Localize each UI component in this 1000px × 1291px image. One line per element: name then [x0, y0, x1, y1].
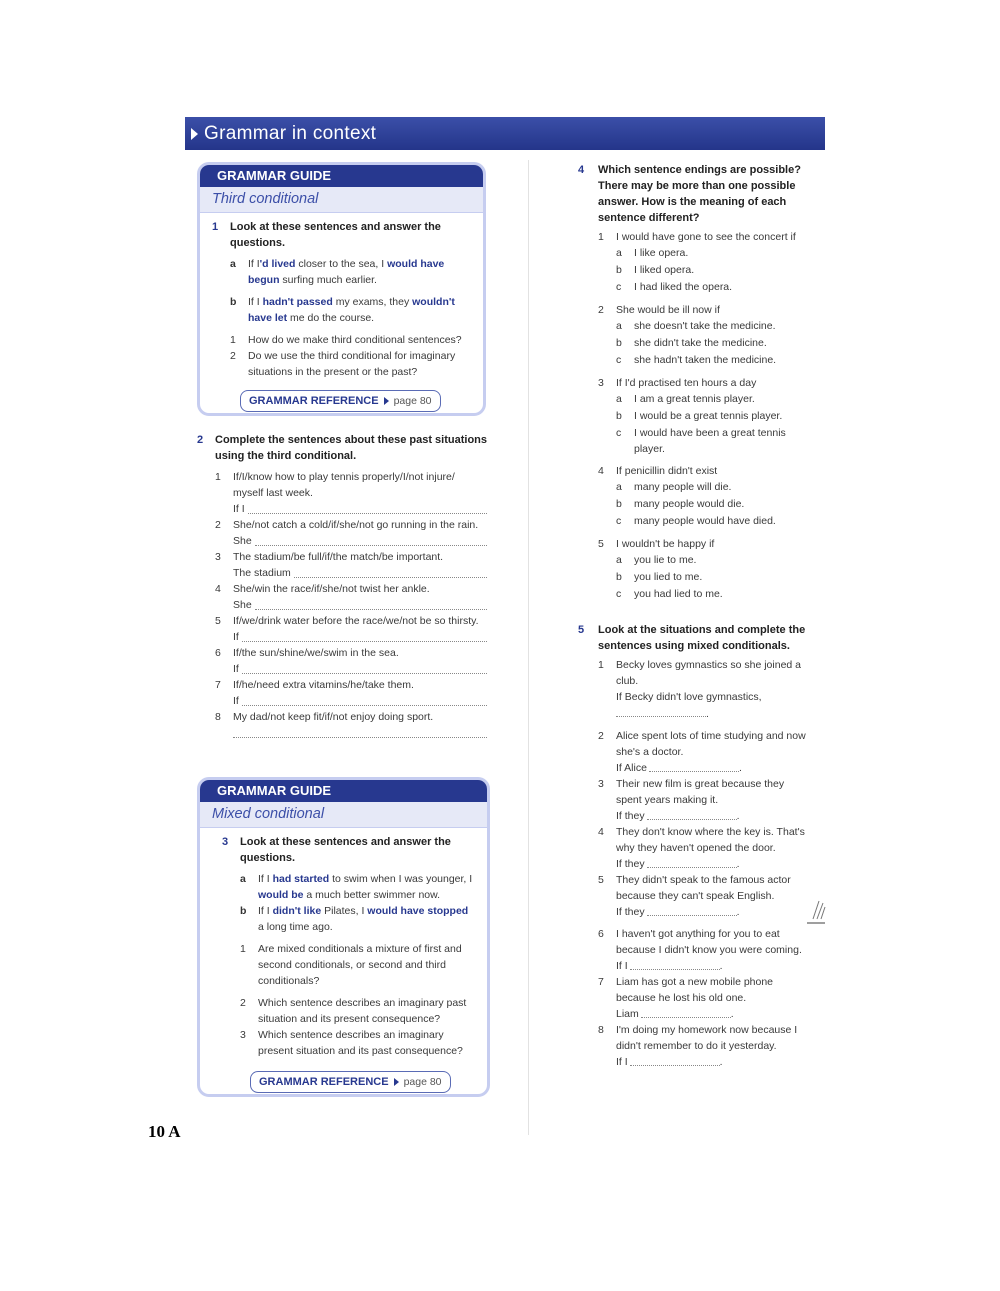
grammar-guide-mixed-conditional: [197, 777, 490, 1097]
exercise-item: 3 Their new film is great because they spent years making it.: [598, 778, 785, 806]
answer-line[interactable]: She: [215, 533, 487, 549]
exercise-item: 1 If/I/know how to play tennis properly/I/not injure/ myself last week.: [215, 471, 455, 499]
column-divider: [528, 160, 529, 1135]
example-sentence-b: b If I hadn't passed my exams, they wouldn't have let me do the course.: [230, 296, 455, 324]
exercise-item: 5 I wouldn't be happy if: [598, 538, 715, 550]
exercise-instruction: 5 Look at the situations and complete the sentences using mixed conditionals.: [578, 624, 806, 652]
answer-line[interactable]: She: [215, 597, 487, 613]
answer-line[interactable]: If: [215, 661, 487, 677]
exercise-item: 7 If/he/need extra vitamins/he/take them.: [215, 679, 414, 691]
example-sentence-b: b If I didn't like Pilates, I would have stopped a long time ago.: [240, 905, 469, 933]
guide-question: 3 Look at these sentences and answer the questions.: [222, 836, 451, 864]
section-banner: [185, 117, 825, 150]
exercise-instruction: 2 Complete the sentences about these past situations using the third conditional.: [197, 434, 488, 462]
exercise-item: 1 Becky loves gymnastics so she joined a club.: [598, 659, 802, 687]
grammar-reference-link[interactable]: GRAMMAR REFERENCE page 80: [250, 1071, 451, 1093]
answer-line[interactable]: If: [215, 629, 487, 645]
guide-question: 1 Look at these sentences and answer the questions.: [212, 221, 441, 249]
exercise-item: 5 If/we/drink water before the race/we/not be so thirsty.: [215, 615, 479, 627]
option: b many people would die.: [616, 498, 745, 510]
guide-subquestion: 2 Which sentence describes an imaginary past situation and its present consequence?: [240, 997, 467, 1025]
option: c many people would have died.: [616, 515, 776, 527]
guide-subtitle: Third conditional: [200, 187, 483, 213]
answer-line[interactable]: If I .: [616, 960, 723, 972]
exercise-item: 6 I haven't got anything for you to eat because I didn't know you were coming.: [598, 928, 802, 956]
exercise-item: 8 My dad/not keep fit/if/not enjoy doing sport.: [215, 711, 434, 723]
arrow-right-icon: [394, 1078, 399, 1086]
page-label: 10 A: [148, 1122, 181, 1141]
option: b I liked opera.: [616, 264, 695, 276]
exercise-instruction: 4 Which sentence endings are possible? There may be more than one possible answer. How is the meaning of each sentence different?: [578, 164, 801, 224]
answer-line[interactable]: Liam .: [616, 1008, 734, 1020]
option: b she didn't take the medicine.: [616, 337, 767, 349]
margin-scribble-icon: [803, 895, 829, 929]
answer-line[interactable]: If they .: [616, 858, 740, 870]
guide-label: GRAMMAR GUIDE: [200, 165, 483, 187]
option: a you lie to me.: [616, 554, 697, 566]
option: a she doesn't take the medicine.: [616, 320, 776, 332]
option: b I would be a great tennis player.: [616, 410, 783, 422]
exercise-item: 4 They don't know where the key is. That's why they haven't opened the door.: [598, 826, 805, 854]
exercise-item: 3 If I'd practised ten hours a day: [598, 377, 757, 389]
guide-label: GRAMMAR GUIDE: [200, 780, 487, 802]
exercise-item: 6 If/the sun/shine/we/swim in the sea.: [215, 647, 399, 659]
exercise-item: 4 If penicillin didn't exist: [598, 465, 718, 477]
exercise-item: 1 I would have gone to see the concert if: [598, 231, 796, 243]
exercise-item: 3 The stadium/be full/if/the match/be important.: [215, 551, 444, 563]
answer-line[interactable]: [215, 725, 487, 740]
answer-line[interactable]: If Becky didn't love gymnastics, .: [616, 691, 762, 720]
option: c I would have been a great tennis player.: [616, 427, 786, 455]
answer-line[interactable]: If: [215, 693, 487, 709]
guide-subquestion: 2 Do we use the third conditional for imaginary situations in the present or the past?: [230, 350, 456, 378]
guide-subquestion: 3 Which sentence describes an imaginary present situation and its past consequence?: [240, 1029, 463, 1057]
answer-line[interactable]: If I: [215, 501, 487, 517]
exercise-4: [578, 162, 810, 603]
answer-line[interactable]: If they .: [616, 810, 740, 822]
exercise-item: 2 She would be ill now if: [598, 304, 720, 316]
grammar-reference-link[interactable]: GRAMMAR REFERENCE page 80: [240, 390, 441, 412]
option: c I had liked the opera.: [616, 281, 733, 293]
exercise-item: 4 She/win the race/if/she/not twist her ankle.: [215, 583, 430, 595]
play-arrow-icon: [191, 128, 198, 140]
answer-line[interactable]: If Alice .: [616, 762, 742, 774]
answer-line[interactable]: If they .: [616, 906, 740, 918]
exercise-item: 7 Liam has got a new mobile phone because he lost his old one.: [598, 976, 774, 1004]
exercise-item: 5 They didn't speak to the famous actor because they can't speak English.: [598, 874, 791, 902]
grammar-guide-third-conditional: [197, 162, 486, 416]
option: a I like opera.: [616, 247, 689, 259]
exercise-item: 8 I'm doing my homework now because I didn't remember to do it yesterday.: [598, 1024, 798, 1052]
option: a I am a great tennis player.: [616, 393, 755, 405]
option: b you lied to me.: [616, 571, 703, 583]
option: c she hadn't taken the medicine.: [616, 354, 777, 366]
guide-subquestion: 1 How do we make third conditional sentences?: [230, 334, 462, 346]
guide-subtitle: Mixed conditional: [200, 802, 487, 828]
exercise-2: [197, 432, 487, 740]
example-sentence-a: a If I'd lived closer to the sea, I would have begun surfing much earlier.: [230, 258, 445, 286]
answer-line[interactable]: The stadium: [215, 565, 487, 581]
example-sentence-a: a If I had started to swim when I was younger, I would be a much better swimmer now.: [240, 873, 473, 901]
option: c you had lied to me.: [616, 588, 723, 600]
section-title: Grammar in context: [204, 122, 377, 144]
exercise-item: 2 She/not catch a cold/if/she/not go running in the rain.: [215, 519, 479, 531]
exercise-5: [578, 622, 810, 1070]
exercise-item: 2 Alice spent lots of time studying and now she's a doctor.: [598, 730, 806, 758]
answer-line[interactable]: If I .: [616, 1056, 723, 1068]
guide-subquestion: 1 Are mixed conditionals a mixture of first and second conditionals, or second and third conditionals?: [240, 943, 462, 987]
option: a many people will die.: [616, 481, 732, 493]
arrow-right-icon: [384, 397, 389, 405]
